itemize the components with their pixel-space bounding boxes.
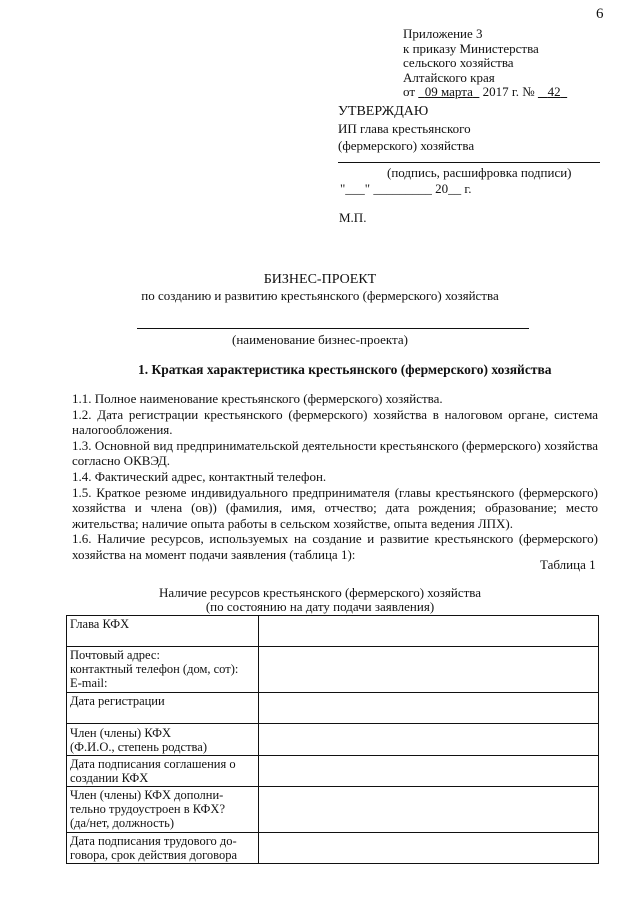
document-title: БИЗНЕС-ПРОЕКТ <box>263 272 377 287</box>
resources-table <box>66 615 599 864</box>
appendix-line: Приложение 3 <box>403 26 483 41</box>
approval-date-line: "___" _________ 20__ г. <box>340 181 472 196</box>
document-subtitle: по созданию и развитию крестьянского (фермерского) хозяйства <box>141 288 499 303</box>
table-row <box>67 616 599 647</box>
date-prefix: от <box>403 84 416 100</box>
stamp-label: М.П. <box>339 210 367 225</box>
project-name-caption: (наименование бизнес-проекта) <box>232 332 408 347</box>
appendix-line: к приказу Министерства <box>403 40 539 56</box>
approval-line: ИП глава крестьянского <box>338 121 471 136</box>
item-1-2: 1.2. Дата регистрации крестьянского (фермерского) хозяйства в налоговом органе, система налогообложения. <box>72 406 598 438</box>
row-label: Глава КФХ <box>67 616 259 647</box>
item-1-1: 1.1. Полное наименование крестьянского (фермерского) хозяйства. <box>72 391 443 406</box>
table-row <box>67 724 599 756</box>
appendix-date <box>403 85 567 100</box>
date-year: 2017 г. № <box>482 84 535 100</box>
approval-line: (фермерского) хозяйства <box>338 138 475 153</box>
item-1-6: 1.6. Наличие ресурсов, используемых на создание и развитие крестьянского (фермерского) хозяйства на момент подачи заявления (таблица 1): <box>72 531 598 562</box>
row-value[interactable] <box>259 787 599 833</box>
signature-line <box>338 162 600 163</box>
table-title <box>0 586 640 614</box>
appendix-block <box>403 27 567 100</box>
table-title-line: (по состоянию на дату подачи заявления) <box>205 599 435 614</box>
order-number: 42 <box>547 84 561 100</box>
row-label: Член (члены) КФХ (Ф.И.О., степень родства) <box>67 724 259 756</box>
row-label: Дата подписания трудового до- говора, срок действия договора <box>67 833 259 864</box>
row-value[interactable] <box>259 647 599 693</box>
appendix-line: сельского хозяйства <box>403 55 514 71</box>
table-row <box>67 647 599 693</box>
table-label: Таблица 1 <box>540 557 596 572</box>
item-1-3: 1.3. Основной вид предпринимательской деятельности крестьянского (фермерского) хозяйства согласно ОКВЭД. <box>72 437 598 469</box>
section-items <box>72 391 598 563</box>
row-value[interactable] <box>259 756 599 787</box>
row-label: Дата регистрации <box>67 693 259 724</box>
table-row <box>67 756 599 787</box>
section-heading: 1. Краткая характеристика крестьянского (фермерского) хозяйства <box>138 362 552 377</box>
row-value[interactable] <box>259 724 599 756</box>
item-1-5: 1.5. Краткое резюме индивидуального предпринимателя (главы крестьянского (фермерского) хозяйства и члена (ов)) (фамилия, имя, отчество; дата рождения; образование; место жительства; наличие опыта работы в сельском хозяйстве, опыта ведения ЛПХ). <box>72 484 598 531</box>
approval-block <box>338 103 474 154</box>
page-number: 6 <box>596 6 604 22</box>
table-row <box>67 693 599 724</box>
row-value[interactable] <box>259 616 599 647</box>
item-1-4: 1.4. Фактический адрес, контактный телефон. <box>72 468 327 484</box>
row-label: Почтовый адрес: контактный телефон (дом, сот): E-mail: <box>67 647 259 693</box>
row-value[interactable] <box>259 833 599 864</box>
row-label: Член (члены) КФХ дополни- тельно трудоустроен в КФХ? (да/нет, должность) <box>67 787 259 833</box>
project-name-line <box>137 328 529 329</box>
signature-caption: (подпись, расшифровка подписи) <box>387 165 572 180</box>
table-title-line: Наличие ресурсов крестьянского (фермерского) хозяйства <box>158 585 482 600</box>
row-value[interactable] <box>259 693 599 724</box>
date-day-month: 09 марта <box>424 84 473 100</box>
appendix-line: Алтайского края <box>403 69 495 85</box>
approval-heading: УТВЕРЖДАЮ <box>338 104 429 119</box>
table-row <box>67 787 599 833</box>
table-row <box>67 833 599 864</box>
row-label: Дата подписания соглашения о создании КФХ <box>67 756 259 787</box>
